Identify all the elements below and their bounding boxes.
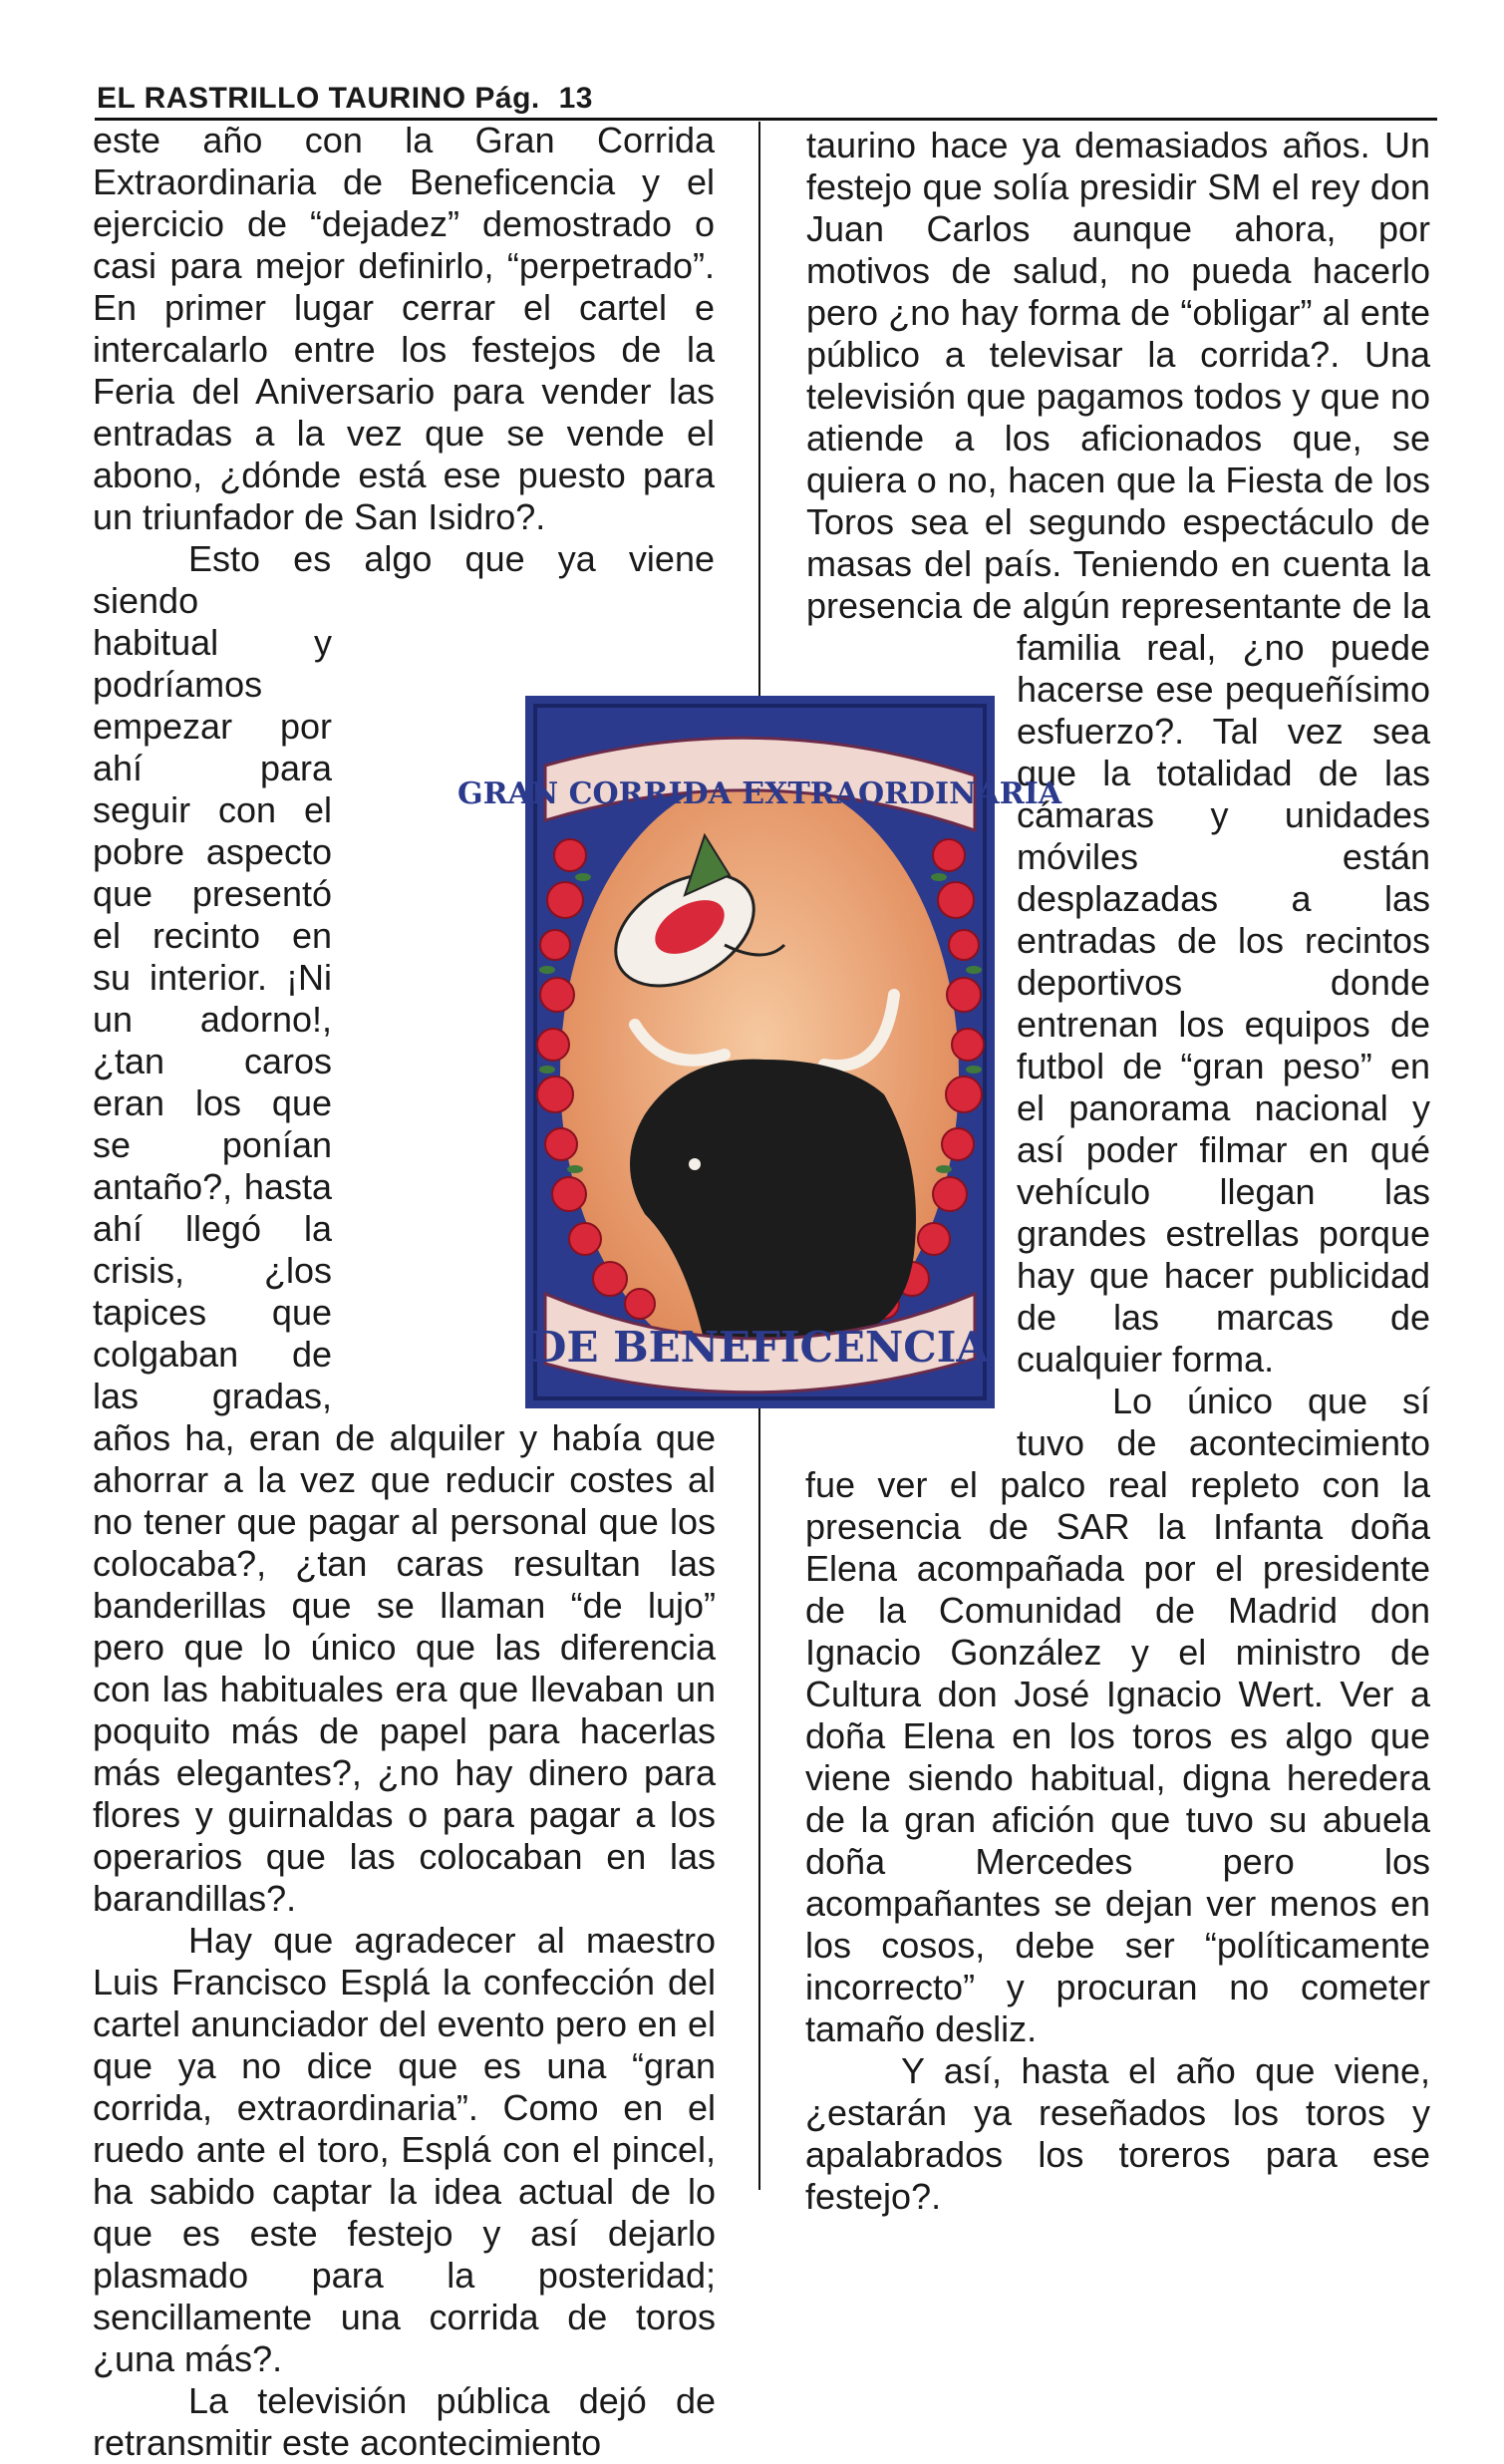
left-paragraph-3: Hay que agradecer al maestro Luis Francisco Esplá la confección del cartel anunciador del evento pero en el que ya no dice que es una “gran corrida, extraordinaria”. Como en el ruedo ante el toro, Esplá con el pincel, ha sabido captar la idea actual de lo que es este festejo y así dejarlo plasmado para la posteridad; sencillamente una corrida de toros ¿una más?. (93, 1920, 716, 2379)
right-paragraph-3: Y así, hasta el año que viene, ¿estarán ya reseñados los toros y apalabrados los toreros para ese festejo?. (805, 2050, 1430, 2217)
right-paragraph-2: Lo único que sí tuvo de acontecimiento fue ver el palco real repleto con la presencia de SAR la Infanta doña Elena acompañada por el presidente de la Comunidad de Madrid don Ignacio González y el ministro de Cultura don José Ignacio Wert. Ver a doña Elena en los toros es algo que viene siendo habitual, digna heredera de la gran afición que tuvo su abuela doña Mercedes pero los acompañantes se dejan ver menos en los cosos, debe ser “políticamente incorrecto” y procuran no cometer tamaño desliz. (805, 1381, 1430, 2049)
poster-illustration (456, 696, 1062, 1408)
bullfight-poster-image (456, 696, 1062, 1408)
page-number: 13 (558, 82, 593, 115)
left-paragraph-4: La televisión pública dejó de retransmitir este acontecimiento (93, 2380, 716, 2463)
left-paragraph-1: este año con la Gran Corrida Extraordinaria de Beneficencia y el ejercicio de “dejadez” demostrado o casi para mejor definirlo, “perpetrado”. En primer lugar cerrar el cartel e intercalarlo entre los festejos de la Feria del Aniversario para vender las entradas a la vez que se vende el abono, ¿dónde está ese puesto para un triunfador de San Isidro?. (93, 120, 715, 537)
right-paragraph-1: taurino hace ya demasiados años. Un festejo que solía presidir SM el rey don Juan Carlos aunque ahora, por motivos de salud, no pueda hacerlo pero ¿no hay forma de “obligar” al ente público a televisar la corrida?. Una televisión que pagamos todos y que no atiende a los aficionados que, se quiera o no, hacen que la Fiesta de los Toros sea el segundo espectáculo de masas del país. Teniendo en cuenta la presencia de algún representante de la familia real, ¿no puede hacerse ese pequeñísimo esfuerzo?. Tal vez sea que la totalidad de las cámaras y unidades móviles están desplazadas a las entradas de los recintos deportivos donde entrenan los equipos de futbol de “gran peso” en el panorama nacional y así poder filmar en qué vehículo llegan las grandes estrellas porque hay que hacer publicidad de las marcas de cualquier forma. (806, 125, 1430, 1380)
left-paragraph-2: Esto es algo que ya viene siendo habitual y podríamos empezar por ahí para seguir con el pobre aspecto que presentó el recinto en su interior. ¡Ni un adorno!, ¿tan caros eran los que se ponían antaño?, hasta ahí llegó la crisis, ¿los tapices que colgaban de las gradas, años ha, eran de alquiler y había que ahorrar a la vez que reducir costes al no tener que pagar al personal que los colocaba?, ¿tan caras resultan las banderillas que se llaman “de lujo” pero que lo único que las diferencia con las habituales era que llevaban un poquito más de papel para hacerlas más elegantes?, ¿no hay dinero para flores y guirnaldas o para pagar a los operarios que las colocaban en las barandillas?. (93, 538, 716, 1919)
page-header (97, 82, 593, 116)
page-label: Pág. (474, 82, 540, 115)
banner-top-text: GRAN CORRIDA EXTRAORDINARIA (456, 776, 1062, 811)
banner-bottom-text: DE BENEFICENCIA (530, 1323, 989, 1372)
publication-title: EL RASTRILLO TAURINO (97, 82, 466, 115)
